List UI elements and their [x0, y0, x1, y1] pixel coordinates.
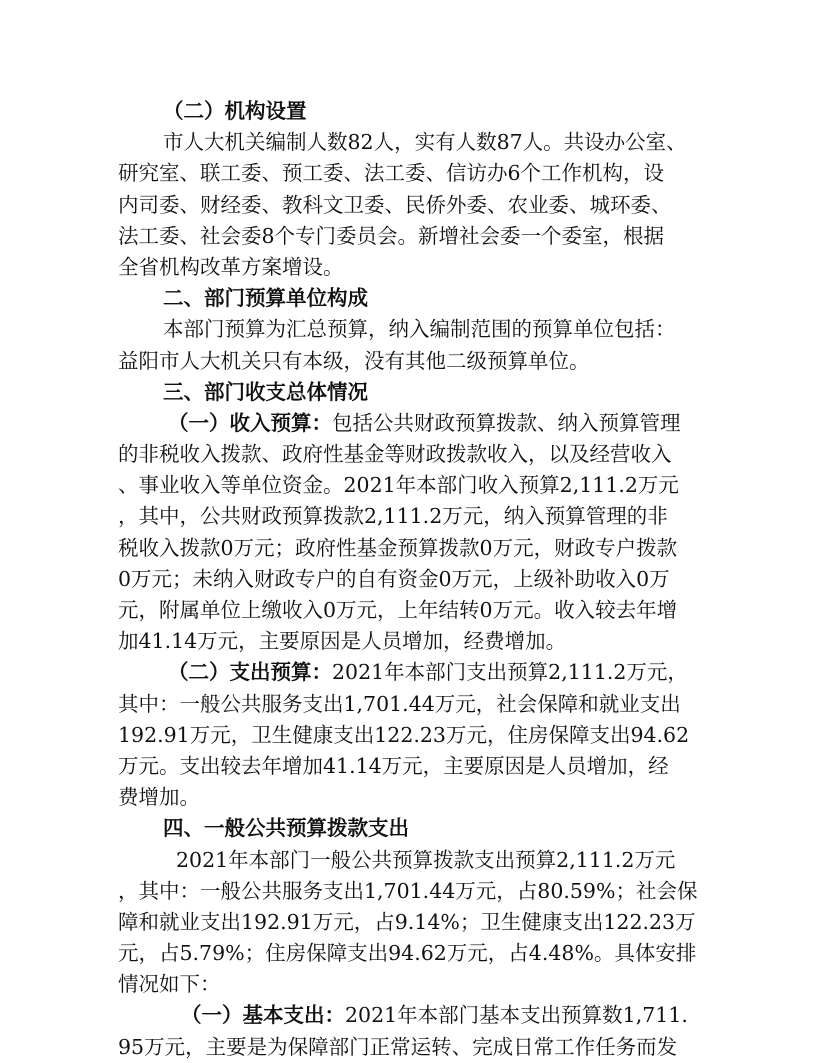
paragraph-line: 192.91万元，卫生健康支出122.23万元，住房保障支出94.62 [118, 722, 690, 747]
paragraph-line: 法工委、社会委8个专门委员会。新增社会委一个委室，根据 [118, 223, 665, 248]
paragraph-line: 加41.14万元，主要原因是人员增加，经费增加。 [118, 629, 567, 654]
basic-label: （一）基本支出： [181, 1003, 345, 1028]
section-3-heading: 三、部门收支总体情况 [163, 379, 368, 404]
paragraph-line: ，其中：一般公共服务支出1,701.44万元，占80.59%；社会保 [118, 878, 698, 903]
paragraph-line: 研究室、联工委、预工委、法工委、信访办6个工作机构，设 [118, 161, 665, 186]
expense-first-text: 2021年本部门支出预算2,111.2万元， [332, 660, 688, 685]
paragraph-line: 税收入拨款0万元；政府性基金预算拨款0万元，财政专户拨款 [118, 535, 678, 560]
paragraph-line: 费增加。 [118, 785, 200, 810]
section-2-heading: 二、部门预算单位构成 [163, 286, 368, 311]
paragraph-line: 障和就业支出192.91万元，占9.14%；卫生健康支出122.23万 [118, 909, 696, 934]
section-4-heading: 四、一般公共预算拨款支出 [163, 816, 409, 841]
document-page [118, 96, 708, 1063]
paragraph-line: 情况如下： [118, 972, 221, 997]
paragraph-line [118, 408, 708, 439]
paragraph-line: 万元。支出较去年增加41.14万元，主要原因是人员增加，经 [118, 753, 669, 778]
paragraph-line: 内司委、财经委、教科文卫委、民侨外委、农业委、城环委、 [118, 192, 672, 217]
paragraph-line: ，其中，公共财政预算拨款2,111.2万元，纳入预算管理的非 [118, 504, 668, 529]
paragraph-line: 0万元；未纳入财政专户的自有资金0万元，上级补助收入0万 [118, 566, 670, 591]
paragraph-line: 市人大机关编制人数82人，实有人数87人。共设办公室、 [163, 130, 687, 155]
paragraph-line: 95万元，主要是为保障部门正常运转、完成日常工作任务而发 [118, 1034, 678, 1059]
income-label: （一）收入预算： [168, 410, 332, 435]
paragraph-line: 元，占5.79%；住房保障支出94.62万元，占4.48%。具体安排 [118, 941, 697, 966]
paragraph-line: 本部门预算为汇总预算，纳入编制范围的预算单位包括： [163, 317, 676, 342]
expense-label: （二）支出预算： [168, 660, 332, 685]
paragraph-line [118, 657, 708, 688]
paragraph-line: 全省机构改革方案增设。 [118, 254, 344, 279]
paragraph-line: 益阳市人大机关只有本级，没有其他二级预算单位。 [118, 348, 590, 373]
section-org-heading: （二）机构设置 [163, 99, 307, 123]
basic-first-text: 2021年本部门基本支出预算数1,711. [345, 1003, 688, 1028]
income-first-text: 包括公共财政预算拨款、纳入预算管理 [332, 410, 681, 435]
paragraph-line: 、事业收入等单位资金。2021年本部门收入预算2,111.2万元 [118, 473, 679, 498]
paragraph-line: 其中：一般公共服务支出1,701.44万元，社会保障和就业支出 [118, 691, 681, 716]
paragraph-line: 的非税收入拨款、政府性基金等财政拨款收入，以及经营收入 [118, 442, 672, 467]
paragraph-line [118, 1000, 708, 1031]
paragraph-line: 元，附属单位上缴收入0万元，上年结转0万元。收入较去年增 [118, 598, 678, 622]
paragraph-line: 2021年本部门一般公共预算拨款支出预算2,111.2万元 [176, 847, 676, 872]
